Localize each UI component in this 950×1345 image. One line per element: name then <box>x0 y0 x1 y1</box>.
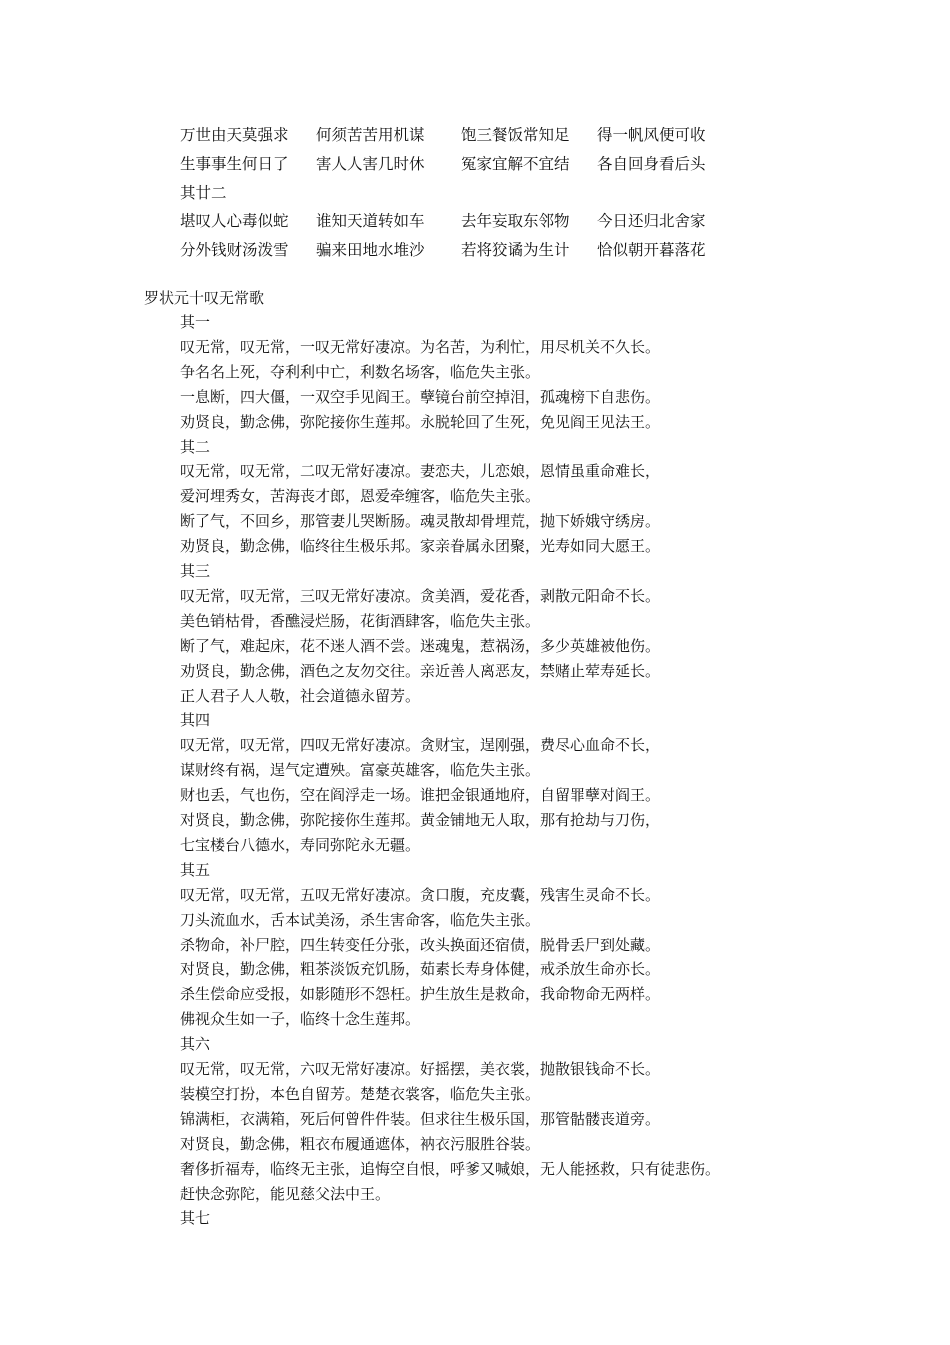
text-line: 劝贤良，勤念佛，酒色之友勿交往。亲近善人离恶友，禁赌止荤寿延长。 <box>180 661 661 680</box>
text-line: 财也丢，气也伤，空在阎浮走一场。谁把金银通地府，自留罪孽对阎王。 <box>180 786 661 805</box>
verse-phrase: 万世由天莫强求 <box>180 126 289 144</box>
text-line: 爱河埋秀女，苦海丧才郎，恩爱牵缠客，临危失主张。 <box>180 487 541 506</box>
text-line: 奢侈折福寿，临终无主张，追悔空自恨，呼爹又喊娘，无人能拯救，只有徒悲伤。 <box>180 1159 721 1178</box>
text-line: 叹无常，叹无常，一叹无常好凄凉。为名苦，为利忙，用尽机关不久长。 <box>180 337 661 356</box>
text-line: 其一 <box>180 313 211 331</box>
verse-phrase: 今日还归北舍家 <box>597 212 706 230</box>
verse-phrase: 得一帆风便可收 <box>597 126 706 144</box>
verse-heading-text: 其廿二 <box>180 184 227 202</box>
text-line: 劝贤良，勤念佛，临终往生极乐邦。家亲眷属永团聚，光寿如同大愿王。 <box>180 537 661 556</box>
text-line: 断了气，难起床，花不迷人酒不尝。迷魂鬼，惹祸汤，多少英雄被他伤。 <box>180 636 661 655</box>
verse-phrase: 谁知天道转如车 <box>316 212 425 230</box>
verse-phrase: 各自回身看后头 <box>597 155 706 173</box>
text-line: 叹无常，叹无常，四叹无常好凄凉。贪财宝，逞刚强，费尽心血命不长， <box>180 736 661 755</box>
text-line: 劝贤良，勤念佛，弥陀接你生莲邦。永脱轮回了生死，免见阎王见法王。 <box>180 412 661 431</box>
text-line: 其三 <box>180 562 211 580</box>
verse-phrase: 生事事生何日了 <box>180 155 289 173</box>
text-line: 其二 <box>180 437 211 456</box>
text-line: 美色销枯骨，香醮浸烂肠，花街酒肆客，临危失主张。 <box>180 611 541 630</box>
verse-phrase: 若将狡谲为生计 <box>461 241 570 259</box>
verse-phrase: 骗来田地水堆沙 <box>316 241 425 259</box>
text-line: 其五 <box>180 860 211 879</box>
text-line: 其六 <box>180 1035 211 1054</box>
text-line: 其七 <box>180 1209 211 1228</box>
text-line: 杀物命，补尸腔，四生转变任分张，改头换面还宿债，脱骨丢尸到处藏。 <box>180 935 661 954</box>
text-line: 叹无常，叹无常，六叹无常好凄凉。好摇摆，美衣裳，抛散银钱命不长。 <box>180 1060 661 1078</box>
verse-phrase: 冤家宜解不宜结 <box>461 155 570 173</box>
text-line: 叹无常，叹无常，五叹无常好凄凉。贪口腹，充皮囊，残害生灵命不长。 <box>180 885 661 904</box>
verse-phrase: 分外钱财汤泼雪 <box>180 241 289 259</box>
text-line: 装模空打扮，本色自留芳。楚楚衣裳客，临危失主张。 <box>180 1084 541 1103</box>
text-line: 七宝楼台八德水，寿同弥陀永无疆。 <box>180 835 421 854</box>
text-line: 对贤良，勤念佛，粗衣布履通遮体，衲衣污服胜谷装。 <box>180 1134 541 1153</box>
text-line: 断了气，不回乡，那管妻儿哭断肠。魂灵散却骨埋荒，抛下娇娥守绣房。 <box>180 512 661 531</box>
text-line: 谋财终有祸，逞气定遭殃。富豪英雄客，临危失主张。 <box>180 761 541 780</box>
text-line: 一息断，四大僵，一双空手见阎王。孽镜台前空掉泪，孤魂榜下自悲伤。 <box>180 387 661 406</box>
text-line: 对贤良，勤念佛，粗茶淡饭充饥肠，茹素长寿身体健，戒杀放生命亦长。 <box>180 960 661 979</box>
section-title: 罗状元十叹无常歌 <box>144 289 265 307</box>
text-line: 佛视众生如一子，临终十念生莲邦。 <box>180 1010 421 1029</box>
verse-phrase: 何须苦苦用机谋 <box>316 126 425 144</box>
verse-phrase: 饱三餐饭常知足 <box>461 126 570 144</box>
text-line: 赶快念弥陀，能见慈父法中王。 <box>180 1184 391 1203</box>
text-line: 锦满柜，衣满箱，死后何曾件件装。但求往生极乐国，那管骷髅丧道旁。 <box>180 1109 661 1128</box>
text-line: 叹无常，叹无常，二叹无常好凄凉。妻恋夫，儿恋娘，恩情虽重命难长， <box>180 462 661 481</box>
text-line: 叹无常，叹无常，三叹无常好凄凉。贪美酒，爱花香，剥散元阳命不长。 <box>180 586 661 605</box>
verse-phrase: 害人人害几时休 <box>316 155 425 173</box>
text-line: 正人君子人人敬，社会道德永留芳。 <box>180 686 421 705</box>
text-line: 其四 <box>180 711 211 730</box>
verse-phrase: 去年妄取东邻物 <box>461 212 570 230</box>
text-line: 对贤良，勤念佛，弥陀接你生莲邦。黄金铺地无人取，那有抢劫与刀伤， <box>180 811 661 829</box>
text-line: 杀生偿命应受报，如影随形不怨枉。护生放生是救命，我命物命无两样。 <box>180 985 661 1004</box>
verse-phrase: 堪叹人心毒似蛇 <box>180 212 289 230</box>
text-line: 争名名上死，夺利利中亡，利数名场客，临危失主张。 <box>180 362 541 381</box>
verse-phrase: 恰似朝开暮落花 <box>597 241 706 259</box>
text-line: 刀头流血水，舌本试美汤，杀生害命客，临危失主张。 <box>180 910 541 929</box>
